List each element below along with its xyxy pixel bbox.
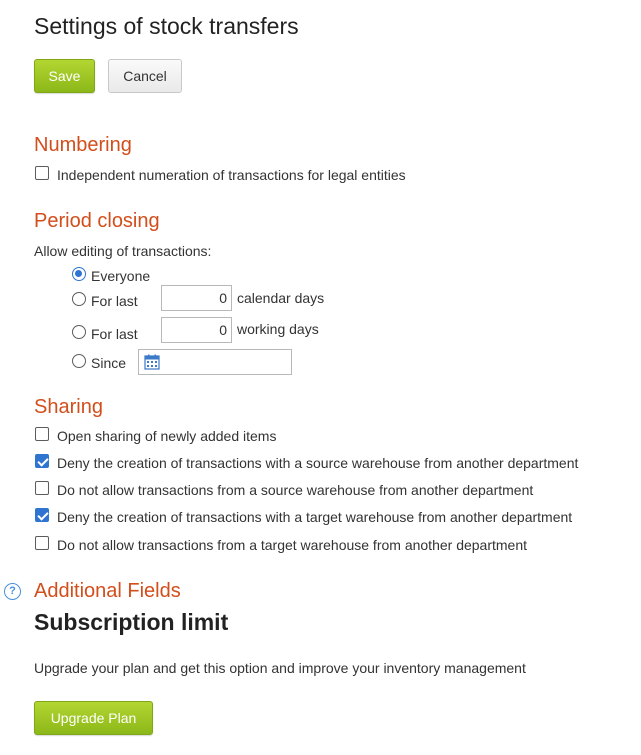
radio-everyone-label: Everyone (91, 268, 151, 284)
disallow-target-warehouse-label: Do not allow transactions from a target warehouse from another department (57, 537, 528, 553)
save-button[interactable]: Save (34, 59, 95, 93)
radio-everyone[interactable] (72, 267, 86, 281)
independent-numeration-label: Independent numeration of transactions for legal entities (57, 167, 406, 183)
radio-since[interactable] (72, 354, 86, 368)
disallow-target-warehouse-checkbox[interactable] (35, 536, 49, 550)
deny-target-warehouse-checkbox[interactable] (35, 508, 49, 522)
additional-fields-section-title: Additional Fields (34, 580, 181, 602)
radio-for-last-calendar-days[interactable] (72, 292, 86, 306)
deny-source-warehouse-label: Deny the creation of transactions with a source warehouse from another department (57, 455, 579, 471)
subscription-limit-text: Upgrade your plan and get this option and improve your inventory management (34, 660, 526, 676)
radio-for-last-working-days-label: For last (91, 326, 138, 342)
radio-for-last-working-days[interactable] (72, 325, 86, 339)
calendar-icon[interactable] (144, 354, 160, 373)
allow-editing-label: Allow editing of transactions: (34, 243, 212, 259)
calendar-days-unit-label: calendar days (237, 290, 325, 306)
cancel-button[interactable]: Cancel (108, 59, 182, 93)
open-sharing-label: Open sharing of newly added items (57, 428, 277, 444)
deny-target-warehouse-label: Deny the creation of transactions with a target warehouse from another department (57, 509, 573, 525)
open-sharing-checkbox[interactable] (35, 427, 49, 441)
disallow-source-warehouse-checkbox[interactable] (35, 481, 49, 495)
disallow-source-warehouse-label: Do not allow transactions from a source warehouse from another department (57, 482, 534, 498)
numbering-section-title: Numbering (34, 134, 132, 156)
working-days-unit-label: working days (237, 321, 319, 337)
period-closing-section-title: Period closing (34, 210, 160, 232)
sharing-section-title: Sharing (34, 396, 103, 418)
working-days-input[interactable] (161, 317, 232, 343)
calendar-days-input[interactable] (161, 285, 232, 311)
radio-since-label: Since (91, 355, 127, 371)
page-title: Settings of stock transfers (34, 13, 299, 39)
radio-for-last-calendar-days-label: For last (91, 293, 138, 309)
deny-source-warehouse-checkbox[interactable] (35, 454, 49, 468)
independent-numeration-checkbox[interactable] (35, 166, 49, 180)
help-icon[interactable]: ? (4, 583, 21, 600)
upgrade-plan-button[interactable]: Upgrade Plan (34, 701, 153, 735)
subscription-limit-title: Subscription limit (34, 609, 229, 635)
since-date-input[interactable] (138, 349, 292, 375)
